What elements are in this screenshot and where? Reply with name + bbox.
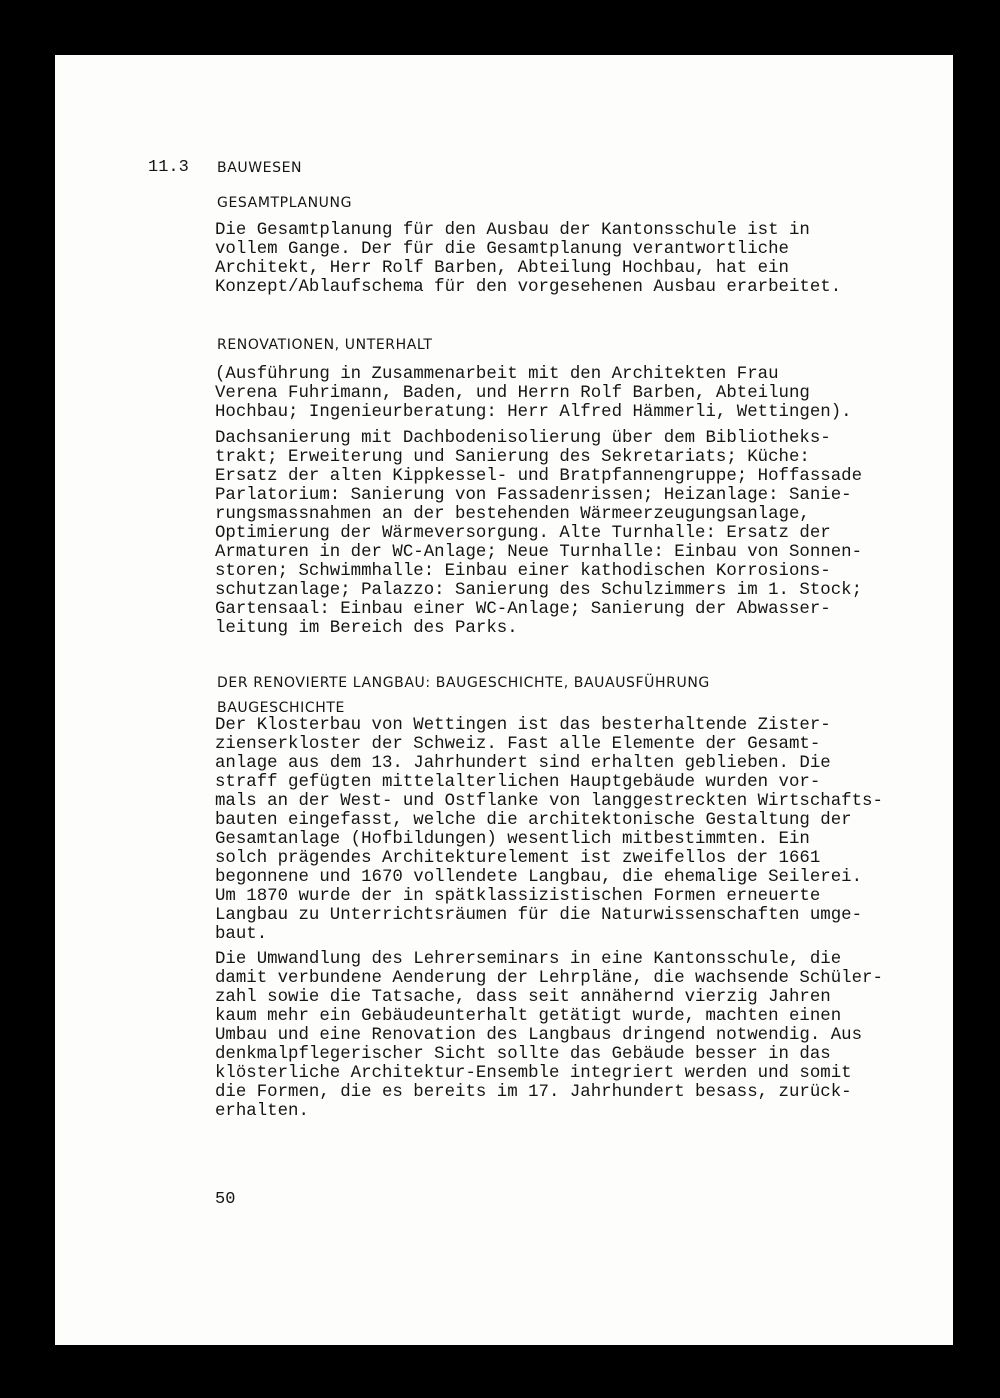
text-line: mals an der West- und Ostflanke von langgestreckten Wirtschafts- xyxy=(215,792,883,811)
text-line: leitung im Bereich des Parks. xyxy=(215,619,518,638)
heading-gesamtplanung: GESAMTPLANUNG xyxy=(217,195,353,211)
paragraph-renovationen-intro xyxy=(215,365,852,422)
text-line: Parlatorium: Sanierung von Fassadenrissen; Heizanlage: Sanie- xyxy=(215,486,852,505)
text-line: damit verbundene Aenderung der Lehrpläne, die wachsende Schüler- xyxy=(215,969,883,988)
text-line: trakt; Erweiterung und Sanierung des Sekretariats; Küche: xyxy=(215,448,810,467)
text-line: begonnene und 1670 vollendete Langbau, die ehemalige Seilerei. xyxy=(215,868,863,887)
text-line: Ersatz der alten Kippkessel- und Bratpfannengruppe; Hoffassade xyxy=(215,467,863,486)
text-line: zienserkloster der Schweiz. Fast alle Elemente der Gesamt- xyxy=(215,735,821,754)
text-line: Konzept/Ablaufschema für den vorgesehenen Ausbau erarbeitet. xyxy=(215,278,842,297)
text-line: Langbau zu Unterrichtsräumen für die Naturwissenschaften umge- xyxy=(215,906,863,925)
section-title: BAUWESEN xyxy=(217,160,303,176)
text-line: anlage aus dem 13. Jahrhundert sind erhalten geblieben. Die xyxy=(215,754,831,773)
text-line: storen; Schwimmhalle: Einbau einer kathodischen Korrosions- xyxy=(215,562,831,581)
text-line: Die Gesamtplanung für den Ausbau der Kantonsschule ist in xyxy=(215,221,810,240)
heading-langbau: DER RENOVIERTE LANGBAU: BAUGESCHICHTE, BAUAUSFÜHRUNG xyxy=(217,675,710,691)
text-line: Dachsanierung mit Dachbodenisolierung über dem Bibliotheks- xyxy=(215,429,831,448)
text-line: (Ausführung in Zusammenarbeit mit den Architekten Frau xyxy=(215,365,779,384)
text-line: Gartensaal: Einbau einer WC-Anlage; Sanierung der Abwasser- xyxy=(215,600,831,619)
text-line: zahl sowie die Tatsache, dass seit annähernd vierzig Jahren xyxy=(215,988,831,1007)
text-line: erhalten. xyxy=(215,1102,309,1121)
text-line: Verena Fuhrimann, Baden, und Herrn Rolf Barben, Abteilung xyxy=(215,384,810,403)
paragraph-baugeschichte-2 xyxy=(215,950,883,1121)
text-line: Der Klosterbau von Wettingen ist das besterhaltende Zister- xyxy=(215,716,831,735)
text-line: Um 1870 wurde der in spätklassizistischen Formen erneuerte xyxy=(215,887,821,906)
page-number: 50 xyxy=(215,1190,236,1209)
text-line: Optimierung der Wärmeversorgung. Alte Turnhalle: Ersatz der xyxy=(215,524,831,543)
text-line: solch prägendes Architekturelement ist zweifellos der 1661 xyxy=(215,849,821,868)
text-line: Architekt, Herr Rolf Barben, Abteilung Hochbau, hat ein xyxy=(215,259,789,278)
text-line: klösterliche Architektur-Ensemble integriert werden und somit xyxy=(215,1064,852,1083)
paragraph-renovationen xyxy=(215,429,862,638)
text-line: Gesamtanlage (Hofbildungen) wesentlich mitbestimmten. Ein xyxy=(215,830,810,849)
text-line: kaum mehr ein Gebäudeunterhalt getätigt wurde, machten einen xyxy=(215,1007,842,1026)
document-page xyxy=(55,55,953,1345)
text-line: Umbau und eine Renovation des Langbaus dringend notwendig. Aus xyxy=(215,1026,863,1045)
text-line: baut. xyxy=(215,925,268,944)
text-line: straff gefügten mittelalterlichen Hauptgebäude wurden vor- xyxy=(215,773,821,792)
text-line: Hochbau; Ingenieurberatung: Herr Alfred Hämmerli, Wettingen). xyxy=(215,403,852,422)
text-line: bauten eingefasst, welche die architektonische Gestaltung der xyxy=(215,811,852,830)
text-line: schutzanlage; Palazzo: Sanierung des Schulzimmers im 1. Stock; xyxy=(215,581,863,600)
section-number: 11.3 xyxy=(148,158,189,177)
subheading-baugeschichte: BAUGESCHICHTE xyxy=(217,700,345,716)
paragraph-baugeschichte-1 xyxy=(215,716,883,944)
text-line: Die Umwandlung des Lehrerseminars in eine Kantonsschule, die xyxy=(215,950,842,969)
text-line: die Formen, die es bereits im 17. Jahrhundert besass, zurück- xyxy=(215,1083,852,1102)
paragraph-gesamtplanung xyxy=(215,221,841,297)
heading-renovationen: RENOVATIONEN, UNTERHALT xyxy=(217,337,433,353)
text-line: vollem Gange. Der für die Gesamtplanung verantwortliche xyxy=(215,240,789,259)
text-line: rungsmassnahmen an der bestehenden Wärmeerzeugungsanlage, xyxy=(215,505,810,524)
text-line: Armaturen in der WC-Anlage; Neue Turnhalle: Einbau von Sonnen- xyxy=(215,543,863,562)
text-line: denkmalpflegerischer Sicht sollte das Gebäude besser in das xyxy=(215,1045,831,1064)
